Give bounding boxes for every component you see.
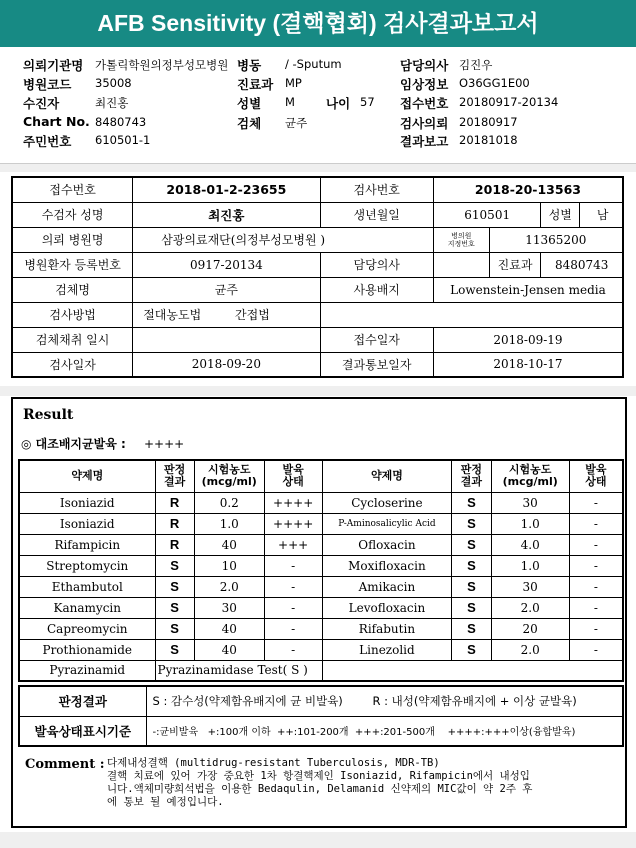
sex-label: 성별 bbox=[237, 96, 262, 111]
judge-result: S bbox=[452, 639, 491, 660]
drug-name: Pyrazinamid bbox=[19, 660, 155, 681]
dept-label: 진료과 bbox=[237, 77, 274, 92]
col-conc-2: (mcg/ml) bbox=[502, 475, 558, 489]
judge-legend bbox=[146, 686, 623, 716]
col-drug: 약제명 bbox=[322, 460, 452, 492]
reported: 2018-10-17 bbox=[433, 352, 623, 377]
growth-state: - bbox=[264, 555, 322, 576]
separator bbox=[0, 386, 636, 396]
comment-label: Comment : bbox=[25, 757, 105, 772]
col-growth-2: 상태 bbox=[282, 475, 304, 489]
test-no-label: 검사번호 bbox=[320, 177, 433, 202]
judge-legend-s: S : 감수성(약제함유배지에 균 비발육) bbox=[152, 694, 343, 709]
patient-name: 최진홍 bbox=[133, 202, 320, 227]
judge-result: S bbox=[155, 618, 194, 639]
header-info bbox=[0, 47, 636, 164]
growth-state: - bbox=[569, 555, 623, 576]
tested: 2018-09-20 bbox=[133, 352, 320, 377]
drug-name: Cycloserine bbox=[322, 492, 452, 513]
received-label: 접수일자 bbox=[320, 327, 433, 352]
growth-state: - bbox=[264, 618, 322, 639]
drug-name: Linezolid bbox=[322, 639, 452, 660]
table-row bbox=[19, 660, 623, 681]
specimen-label: 검체명 bbox=[12, 277, 133, 302]
header-value: 최진홍 bbox=[95, 96, 129, 110]
test-conc: 10 bbox=[194, 555, 264, 576]
drug-name: Kanamycin bbox=[19, 597, 155, 618]
judge-result: S bbox=[452, 534, 491, 555]
tested-label: 검사일자 bbox=[12, 352, 133, 377]
header-value: 20180917-20134 bbox=[459, 95, 559, 109]
designated-label-1: 병의원 bbox=[451, 231, 472, 240]
designated-label-2: 지정번호 bbox=[447, 239, 475, 248]
comment-line: 에 통보 될 예정입니다. bbox=[107, 796, 224, 808]
header-value: 김진우 bbox=[459, 58, 493, 72]
col-conc-1: 시험농도 bbox=[207, 463, 251, 477]
ward-value: / -Sputum bbox=[285, 57, 342, 71]
col-drug: 약제명 bbox=[19, 460, 155, 492]
growth-legend-label: 발육상태표시기준 bbox=[19, 716, 146, 746]
test-conc: 0.2 bbox=[194, 492, 264, 513]
table-row bbox=[19, 618, 623, 639]
judge-result: R bbox=[155, 492, 194, 513]
header-label: 결과보고 bbox=[400, 134, 449, 149]
empty-cell bbox=[322, 660, 623, 681]
growth-state: - bbox=[569, 492, 623, 513]
method-blank bbox=[320, 302, 623, 327]
col-judge bbox=[155, 460, 194, 492]
received: 2018-09-19 bbox=[433, 327, 623, 352]
growth-state: - bbox=[569, 639, 623, 660]
header-label: 임상정보 bbox=[400, 77, 449, 92]
test-conc: 30 bbox=[491, 576, 569, 597]
test-conc: 1.0 bbox=[491, 513, 569, 534]
drug-name: Moxifloxacin bbox=[322, 555, 452, 576]
col-conc-2: (mcg/ml) bbox=[201, 475, 257, 489]
growth-state: - bbox=[264, 639, 322, 660]
control-growth-value: ++++ bbox=[143, 437, 185, 451]
designated-no: 11365200 bbox=[489, 227, 623, 252]
drug-name: Ofloxacin bbox=[322, 534, 452, 555]
drug-name: Streptomycin bbox=[19, 555, 155, 576]
judge-result: S bbox=[452, 555, 491, 576]
name-label: 수검자 성명 bbox=[12, 202, 133, 227]
sex-value: M bbox=[285, 95, 295, 109]
dob-label: 생년월일 bbox=[320, 202, 433, 227]
reg-no: 0917-20134 bbox=[133, 252, 320, 277]
dept: 8480743 bbox=[541, 252, 623, 277]
header-value: 8480743 bbox=[95, 115, 147, 129]
growth-state: - bbox=[569, 513, 623, 534]
specimen-value: 균주 bbox=[285, 116, 308, 130]
table-row bbox=[19, 492, 623, 513]
col-conc-1: 시험농도 bbox=[508, 463, 552, 477]
comment-line: 니다.액체미량희석법을 이용한 Bedaqulin, Delamanid 신약제의 MIC값이 약 2주 후 bbox=[107, 783, 533, 795]
footer-band bbox=[0, 832, 636, 848]
test-conc: 2.0 bbox=[491, 639, 569, 660]
growth-state: - bbox=[264, 597, 322, 618]
test-conc: 1.0 bbox=[491, 555, 569, 576]
table-row bbox=[19, 576, 623, 597]
drug-name: P-Aminosalicylic Acid bbox=[322, 513, 452, 534]
comment-line: 결핵 치료에 있어 가장 중요한 1차 항결핵제인 Isoniazid, Rifampicin에서 내성입 bbox=[107, 770, 530, 782]
result-section bbox=[11, 397, 627, 828]
growth-state: +++ bbox=[264, 534, 322, 555]
age-label: 나이 bbox=[326, 96, 351, 111]
test-conc: 30 bbox=[194, 597, 264, 618]
drug-name: Isoniazid bbox=[19, 513, 155, 534]
control-growth-label: ◎ 대조배지균발육 : bbox=[21, 437, 126, 451]
drug-name: Isoniazid bbox=[19, 492, 155, 513]
reg-label: 병원환자 등록번호 bbox=[12, 252, 133, 277]
table-row bbox=[19, 534, 623, 555]
test-conc: 20 bbox=[491, 618, 569, 639]
growth-state: ++++ bbox=[264, 513, 322, 534]
judge-result: R bbox=[155, 513, 194, 534]
drug-name: Ethambutol bbox=[19, 576, 155, 597]
col-judge bbox=[452, 460, 491, 492]
drug-name: Rifampicin bbox=[19, 534, 155, 555]
growth-state: - bbox=[569, 576, 623, 597]
dept-value: MP bbox=[285, 76, 302, 90]
col-growth-1: 발육 bbox=[282, 463, 304, 477]
result-header-row bbox=[19, 460, 623, 492]
col-growth bbox=[569, 460, 623, 492]
medium-label: 사용배지 bbox=[320, 277, 433, 302]
age-value: 57 bbox=[360, 95, 375, 109]
reception-no: 2018-01-2-23655 bbox=[133, 177, 320, 202]
control-growth bbox=[21, 435, 184, 452]
judge-result: S bbox=[452, 513, 491, 534]
drug-name: Capreomycin bbox=[19, 618, 155, 639]
reported-label: 결과통보일자 bbox=[320, 352, 433, 377]
table-row bbox=[19, 639, 623, 660]
header-value: O36GG1E00 bbox=[459, 76, 530, 90]
test-conc: 40 bbox=[194, 639, 264, 660]
header-value: 610501-1 bbox=[95, 133, 151, 147]
judge-legend-r: R : 내성(약제함유배지에 + 이상 균발육) bbox=[372, 694, 577, 709]
medium: Lowenstein-Jensen media bbox=[433, 277, 623, 302]
result-table bbox=[18, 459, 624, 682]
judge-result: S bbox=[452, 492, 491, 513]
hospital: 삼광의료재단(의정부성모병원 ) bbox=[133, 227, 434, 252]
method bbox=[133, 302, 320, 327]
comment-line: 다제내성결핵 (multidrug-resistant Tuberculosis, MDR-TB) bbox=[107, 757, 440, 769]
col-judge-1: 판정 bbox=[460, 463, 483, 477]
test-conc: 2.0 bbox=[194, 576, 264, 597]
header-value: 20181018 bbox=[459, 133, 518, 147]
growth-state: - bbox=[569, 618, 623, 639]
dept-label: 진료과 bbox=[489, 252, 541, 277]
growth-state: - bbox=[569, 597, 623, 618]
header-label: 의뢰기관명 bbox=[23, 58, 84, 73]
table-row bbox=[19, 597, 623, 618]
test-no: 2018-20-13563 bbox=[433, 177, 623, 202]
growth-legend: -:균비발육 +:100개 이하 ++:101-200개 +++:201-500개 ++++:+++이상(융합발육) bbox=[146, 716, 623, 746]
patient-table bbox=[11, 176, 624, 378]
table-row bbox=[19, 513, 623, 534]
test-conc: 40 bbox=[194, 618, 264, 639]
report-title: AFB Sensitivity (결핵협회) 검사결과보고서 bbox=[0, 0, 636, 47]
col-growth-1: 발육 bbox=[585, 463, 607, 477]
pza-result: Pyrazinamidase Test( S ) bbox=[155, 660, 322, 681]
header-label: 주민번호 bbox=[23, 134, 72, 149]
test-conc: 4.0 bbox=[491, 534, 569, 555]
ward-label: 병동 bbox=[237, 58, 262, 73]
dob: 610501 bbox=[433, 202, 541, 227]
specimen: 균주 bbox=[133, 277, 320, 302]
col-judge-1: 판정 bbox=[163, 463, 186, 477]
comment-text bbox=[107, 757, 617, 809]
separator bbox=[0, 164, 636, 172]
legend-table bbox=[18, 685, 624, 747]
judge-result: S bbox=[155, 555, 194, 576]
header-label: 검사의뢰 bbox=[400, 116, 449, 131]
test-conc: 30 bbox=[491, 492, 569, 513]
reception-no-label: 접수번호 bbox=[12, 177, 133, 202]
judge-result: S bbox=[452, 597, 491, 618]
method-2: 간접법 bbox=[235, 308, 270, 322]
drug-name: Amikacin bbox=[322, 576, 452, 597]
doctor bbox=[433, 252, 489, 277]
growth-state: ++++ bbox=[264, 492, 322, 513]
designated-label bbox=[433, 227, 489, 252]
collect bbox=[133, 327, 320, 352]
specimen-label: 검체 bbox=[237, 116, 262, 131]
sex: 남 bbox=[596, 207, 609, 222]
judge-result: S bbox=[452, 618, 491, 639]
col-judge-2: 결과 bbox=[460, 475, 483, 489]
judge-result: S bbox=[155, 576, 194, 597]
header-label: 담당의사 bbox=[400, 58, 449, 73]
header-value: 20180917 bbox=[459, 115, 518, 129]
header-label: 수진자 bbox=[23, 96, 60, 111]
growth-state: - bbox=[264, 576, 322, 597]
col-growth bbox=[264, 460, 322, 492]
test-conc: 1.0 bbox=[194, 513, 264, 534]
header-label: 접수번호 bbox=[400, 96, 449, 111]
header-value: 가톨릭학원의정부성모병원 bbox=[95, 58, 229, 72]
col-judge-2: 결과 bbox=[163, 475, 186, 489]
sex-label: 성별 bbox=[542, 203, 580, 227]
drug-name: Levofloxacin bbox=[322, 597, 452, 618]
header-label: 병원코드 bbox=[23, 77, 72, 92]
doctor-label: 담당의사 bbox=[320, 252, 433, 277]
col-growth-2: 상태 bbox=[585, 475, 607, 489]
hospital-label: 의뢰 병원명 bbox=[12, 227, 133, 252]
test-conc: 40 bbox=[194, 534, 264, 555]
collect-label: 검체채취 일시 bbox=[12, 327, 133, 352]
table-row bbox=[19, 555, 623, 576]
drug-name: Rifabutin bbox=[322, 618, 452, 639]
header-label: Chart No. bbox=[23, 114, 90, 129]
result-title: Result bbox=[23, 407, 74, 423]
judge-result: S bbox=[155, 639, 194, 660]
growth-state: - bbox=[569, 534, 623, 555]
judge-result: S bbox=[452, 576, 491, 597]
col-conc bbox=[491, 460, 569, 492]
judge-result: S bbox=[155, 597, 194, 618]
test-conc: 2.0 bbox=[491, 597, 569, 618]
judge-result: R bbox=[155, 534, 194, 555]
method-label: 검사방법 bbox=[12, 302, 133, 327]
drug-name: Prothionamide bbox=[19, 639, 155, 660]
judge-legend-label: 판정결과 bbox=[19, 686, 146, 716]
method-1: 절대농도법 bbox=[143, 308, 202, 322]
header-value: 35008 bbox=[95, 76, 132, 90]
col-conc bbox=[194, 460, 264, 492]
